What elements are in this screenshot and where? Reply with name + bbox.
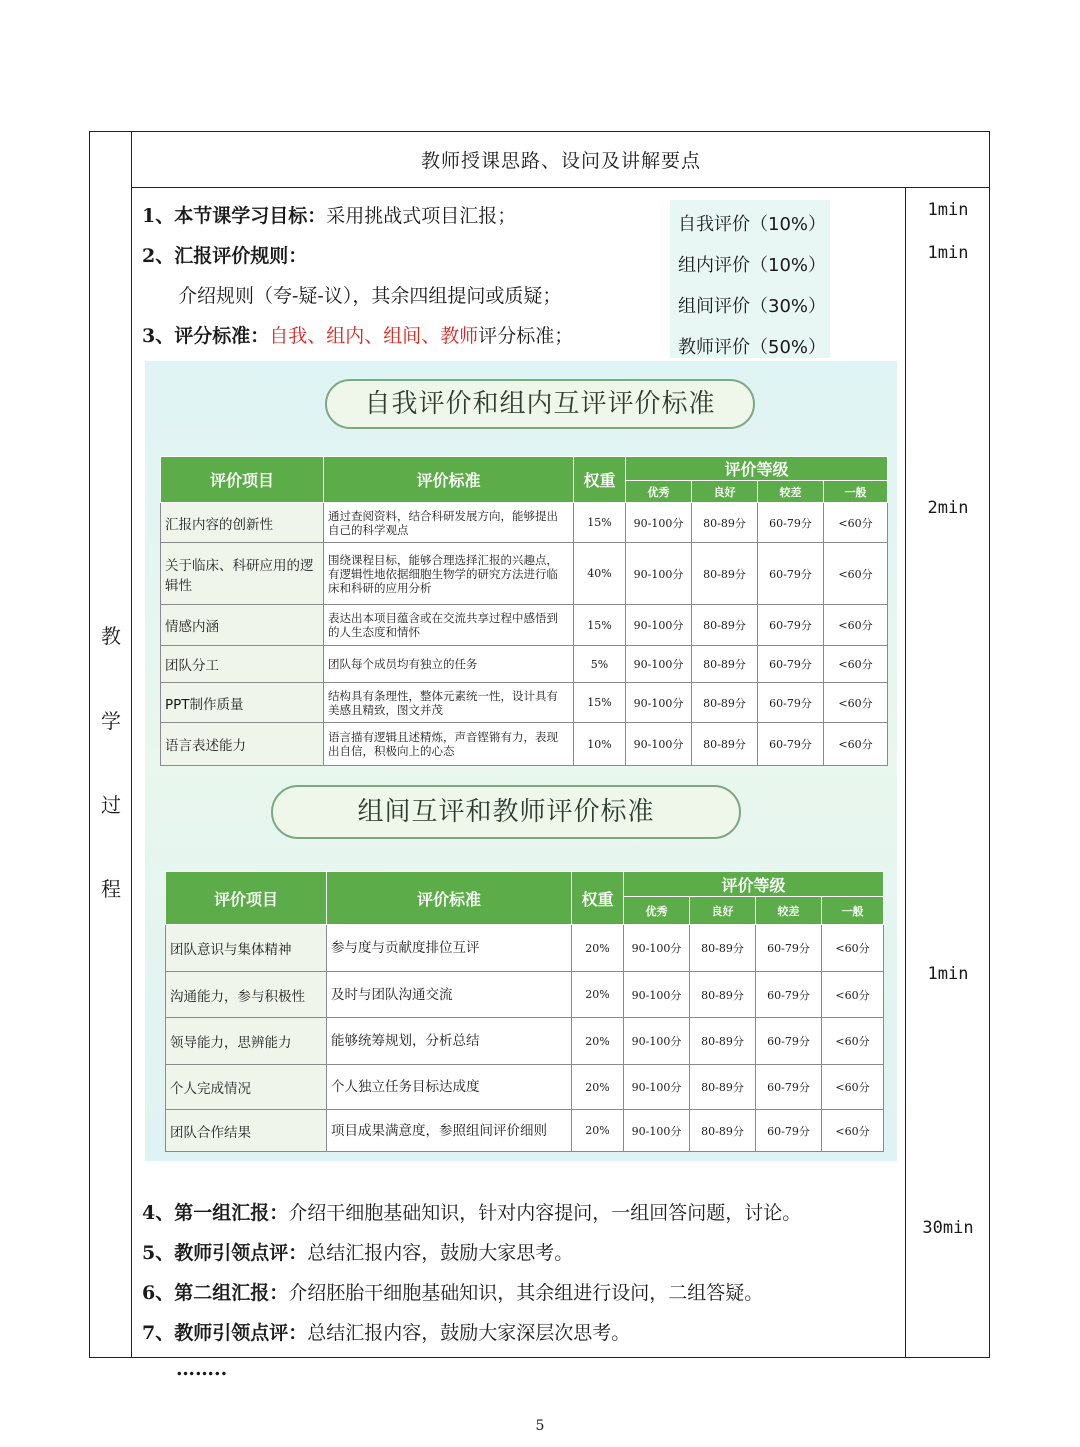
row-grade: 90-100分 — [626, 543, 692, 605]
row-weight: 10% — [574, 723, 626, 766]
row-grade: 90-100分 — [626, 605, 692, 646]
row-grade: 80-89分 — [692, 723, 758, 766]
time-label: 1min — [927, 243, 969, 263]
row-grade: 60-79分 — [756, 1018, 822, 1065]
table1-title: 自我评价和组内互评评价标准 — [325, 379, 755, 429]
row-grade: 80-89分 — [690, 1065, 756, 1110]
row-grade: 80-89分 — [692, 605, 758, 646]
step-line: 5、教师引领点评：总结汇报内容，鼓励大家思考。 — [142, 1242, 574, 1264]
th-item: 评价项目 — [161, 457, 324, 503]
table-row — [161, 543, 888, 605]
row-criteria: 团队每个成员均有独立的任务 — [324, 646, 574, 683]
th-level: 良好 — [692, 481, 758, 503]
table-row — [166, 1018, 884, 1065]
row-grade: 80-89分 — [690, 925, 756, 972]
row-weight: 40% — [574, 543, 626, 605]
row-grade: 80-89分 — [690, 972, 756, 1018]
criteria-image — [145, 361, 897, 1161]
row-criteria: 参与度与贡献度排位互评 — [327, 925, 572, 972]
weight-item: 组间评价（30%） — [678, 296, 827, 317]
row-grade: 80-89分 — [690, 1018, 756, 1065]
row-criteria: 通过查阅资料，结合科研发展方向，能够提出自己的科学观点 — [324, 503, 574, 543]
row-weight: 20% — [572, 925, 624, 972]
row-grade: 80-89分 — [692, 683, 758, 723]
table-row — [161, 605, 888, 646]
weight-item: 自我评价（10%） — [678, 214, 827, 235]
side-label-char: 教 — [101, 624, 121, 648]
th-criteria: 评价标准 — [324, 457, 574, 503]
row-grade: <60分 — [822, 1110, 884, 1152]
row-grade: 60-79分 — [758, 723, 824, 766]
time-label: 1min — [927, 200, 969, 220]
scoring-line: 3、评分标准：自我、组内、组间、教师评分标准； — [142, 325, 574, 347]
row-name: 汇报内容的创新性 — [161, 503, 324, 543]
row-name: 沟通能力，参与积极性 — [166, 972, 327, 1018]
th-grade: 评价等级 — [626, 457, 888, 481]
rules-detail-line: 介绍规则（夸-疑-议），其余四组提问或质疑； — [178, 285, 562, 307]
row-criteria: 及时与团队沟通交流 — [327, 972, 572, 1018]
row-name: 关于临床、科研应用的逻辑性 — [161, 543, 324, 605]
row-grade: 60-79分 — [758, 543, 824, 605]
lesson-table — [89, 131, 990, 1380]
row-grade: 60-79分 — [756, 1065, 822, 1110]
row-name: 语言表述能力 — [161, 723, 324, 766]
side-label-char: 学 — [101, 709, 121, 733]
row-criteria: 表达出本项目蕴含或在交流共享过程中感悟到的人生态度和情怀 — [324, 605, 574, 646]
ellipsis: …….. — [176, 1358, 228, 1380]
th-level: 优秀 — [626, 481, 692, 503]
row-grade: 60-79分 — [756, 925, 822, 972]
row-grade: <60分 — [824, 683, 888, 723]
weight-item: 组内评价（10%） — [678, 255, 827, 276]
th-level: 良好 — [690, 897, 756, 925]
column-divider — [131, 132, 132, 1357]
th-level: 较差 — [756, 897, 822, 925]
th-item: 评价项目 — [166, 872, 327, 925]
row-grade: <60分 — [824, 605, 888, 646]
row-weight: 20% — [572, 1018, 624, 1065]
weight-box — [670, 200, 830, 358]
row-grade: 90-100分 — [626, 646, 692, 683]
row-name: 个人完成情况 — [166, 1065, 327, 1110]
table-row — [166, 925, 884, 972]
th-grade: 评价等级 — [624, 872, 884, 897]
th-level: 较差 — [758, 481, 824, 503]
table-row — [166, 1110, 884, 1152]
th-weight: 权重 — [572, 872, 624, 925]
th-criteria: 评价标准 — [327, 872, 572, 925]
header-divider — [131, 187, 989, 188]
row-grade: 60-79分 — [758, 683, 824, 723]
row-grade: 90-100分 — [624, 1018, 690, 1065]
row-grade: 90-100分 — [624, 925, 690, 972]
row-grade: <60分 — [822, 1018, 884, 1065]
step-line: 6、第二组汇报：介绍胚胎干细胞基础知识，其余组进行设问，二组答疑。 — [142, 1282, 764, 1304]
row-grade: 60-79分 — [756, 972, 822, 1018]
th-weight: 权重 — [574, 457, 626, 503]
row-grade: 80-89分 — [692, 646, 758, 683]
time-column-divider — [905, 187, 906, 1357]
time-label: 30min — [922, 1218, 974, 1238]
row-grade: 90-100分 — [626, 503, 692, 543]
row-grade: <60分 — [822, 972, 884, 1018]
step-line: 7、教师引领点评：总结汇报内容，鼓励大家深层次思考。 — [142, 1322, 631, 1344]
step-line: 4、第一组汇报：介绍干细胞基础知识，针对内容提问，一组回答问题，讨论。 — [142, 1202, 802, 1224]
row-grade: <60分 — [822, 1065, 884, 1110]
side-label-char: 程 — [101, 877, 121, 901]
table-row — [166, 1065, 884, 1110]
row-grade: 90-100分 — [624, 972, 690, 1018]
row-grade: 60-79分 — [758, 646, 824, 683]
row-weight: 15% — [574, 503, 626, 543]
page-number: 5 — [535, 1418, 545, 1434]
th-level: 一般 — [824, 481, 888, 503]
side-label-char: 过 — [101, 793, 121, 817]
row-weight: 15% — [574, 683, 626, 723]
row-weight: 20% — [572, 1110, 624, 1152]
row-name: 领导能力，思辨能力 — [166, 1018, 327, 1065]
th-level: 优秀 — [624, 897, 690, 925]
row-grade: 90-100分 — [626, 723, 692, 766]
row-weight: 15% — [574, 605, 626, 646]
row-name: PPT制作质量 — [161, 683, 324, 723]
row-criteria: 语言描有逻辑且述精炼，声音铿锵有力，表现出自信，积极向上的心态 — [324, 723, 574, 766]
table-row — [161, 503, 888, 543]
row-name: 团队分工 — [161, 646, 324, 683]
row-criteria: 能够统筹规划，分析总结 — [327, 1018, 572, 1065]
row-grade: <60分 — [824, 543, 888, 605]
row-criteria: 结构具有条理性，整体元素统一性，设计具有美感且精致，图文并茂 — [324, 683, 574, 723]
table-row — [161, 646, 888, 683]
row-name: 情感内涵 — [161, 605, 324, 646]
time-label: 2min — [927, 498, 969, 518]
table-row — [161, 683, 888, 723]
row-grade: <60分 — [824, 646, 888, 683]
row-criteria: 围绕课程目标，能够合理选择汇报的兴趣点，有逻辑性地依据细胞生物学的研究方法进行临床和科研的应用分析 — [324, 543, 574, 605]
row-weight: 20% — [572, 1065, 624, 1110]
table2 — [165, 871, 884, 1152]
row-weight: 20% — [572, 972, 624, 1018]
row-grade: 80-89分 — [692, 543, 758, 605]
row-grade: 90-100分 — [624, 1065, 690, 1110]
row-grade: 60-79分 — [758, 605, 824, 646]
row-criteria: 项目成果满意度，参照组间评价细则 — [327, 1110, 572, 1152]
table2-title: 组间互评和教师评价标准 — [271, 785, 741, 839]
row-weight: 5% — [574, 646, 626, 683]
table-row — [161, 723, 888, 766]
th-level: 一般 — [822, 897, 884, 925]
table1 — [160, 456, 888, 766]
row-criteria: 个人独立任务目标达成度 — [327, 1065, 572, 1110]
weight-item: 教师评价（50%） — [678, 337, 827, 358]
row-grade: 90-100分 — [626, 683, 692, 723]
row-grade: <60分 — [824, 503, 888, 543]
table-row — [166, 972, 884, 1018]
row-grade: <60分 — [824, 723, 888, 766]
row-grade: 80-89分 — [690, 1110, 756, 1152]
time-label: 1min — [927, 964, 969, 984]
objective-line: 1、本节课学习目标：采用挑战式项目汇报； — [142, 205, 517, 227]
row-grade: <60分 — [822, 925, 884, 972]
section-header: 教师授课思路、设问及讲解要点 — [420, 150, 701, 172]
row-name: 团队意识与集体精神 — [166, 925, 327, 972]
row-grade: 90-100分 — [624, 1110, 690, 1152]
row-grade: 60-79分 — [756, 1110, 822, 1152]
rules-line: 2、汇报评价规则： — [142, 245, 308, 267]
row-name: 团队合作结果 — [166, 1110, 327, 1152]
row-grade: 80-89分 — [692, 503, 758, 543]
row-grade: 60-79分 — [758, 503, 824, 543]
